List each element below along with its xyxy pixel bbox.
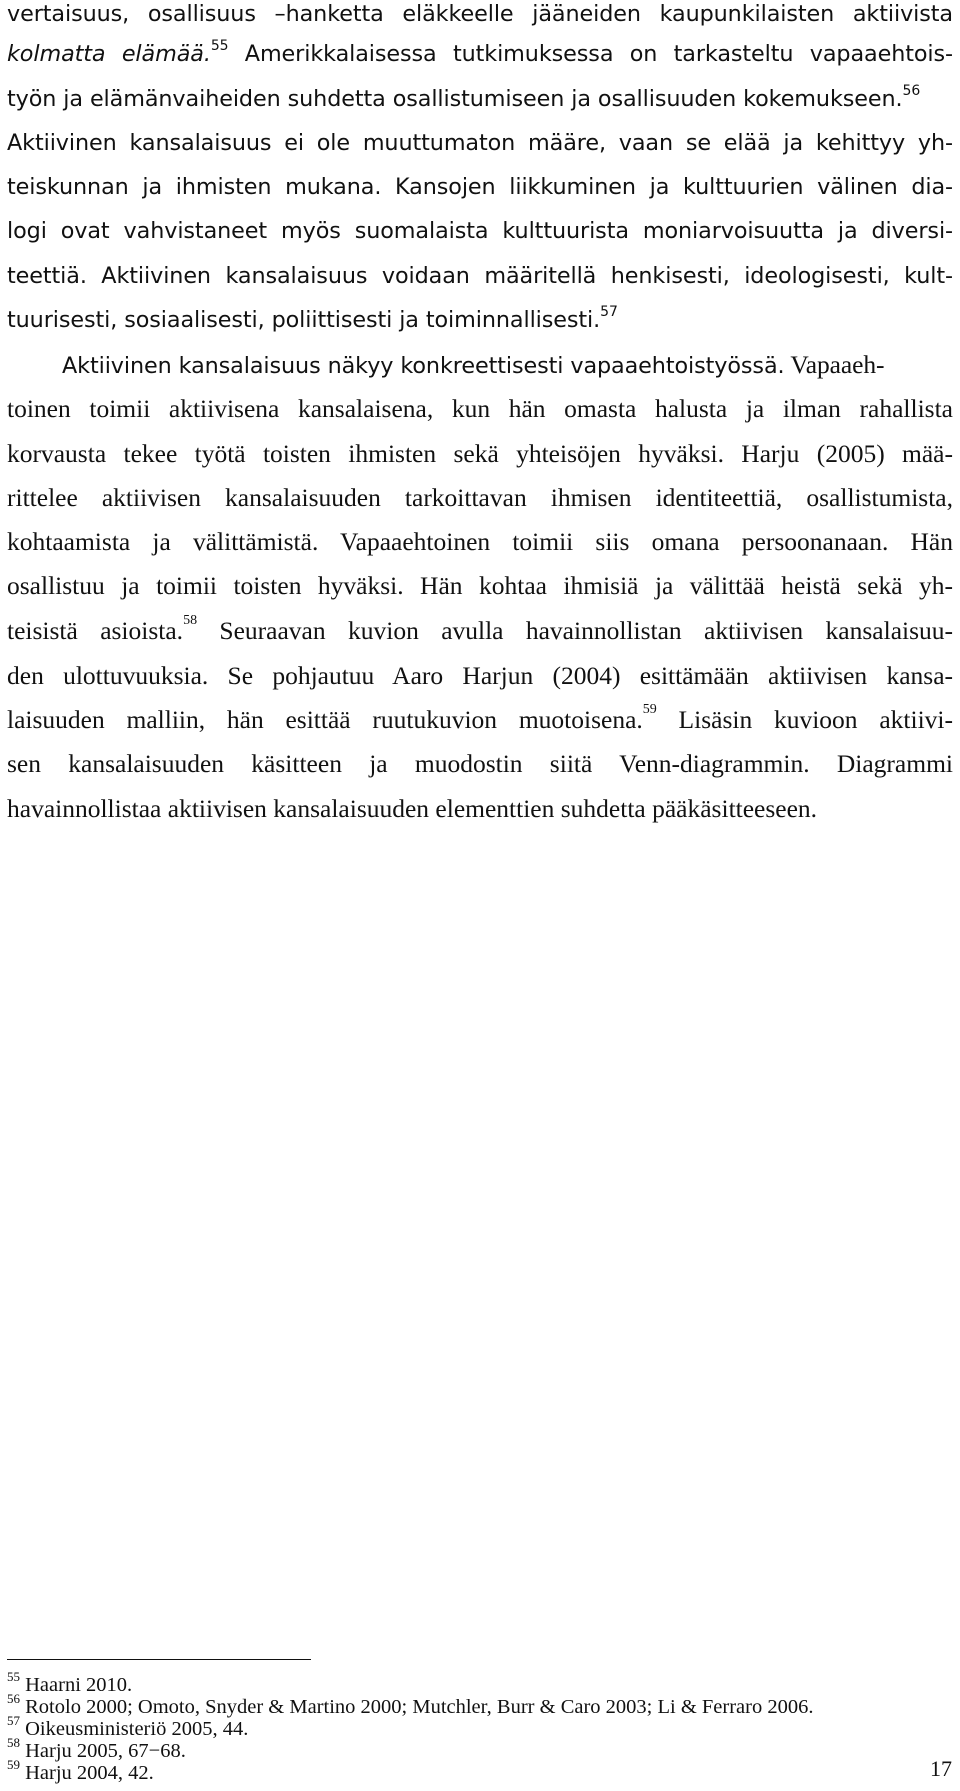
text-run: toinen toimii aktiivisena kansalaisena, kun hän omasta halusta ja ilman rahallista bbox=[7, 394, 953, 423]
page-number: 17 bbox=[930, 1756, 952, 1781]
text-run: sen kansalaisuuden käsitteen ja muodostin siitä Venn-diagrammin. Diagrammi bbox=[7, 749, 953, 778]
footnote-separator bbox=[7, 1659, 311, 1660]
text-run: kolmatta elämää. bbox=[7, 41, 211, 67]
text-run: Vapaaeh- bbox=[784, 350, 885, 379]
footnote-text: Harju 2005, 67−68. bbox=[25, 1740, 186, 1762]
footnote-ref[interactable]: 56 bbox=[902, 83, 921, 99]
footnote-text: Oikeusministeriö 2005, 44. bbox=[25, 1718, 249, 1740]
text-run: teiskunnan ja ihmisten mukana. Kansojen liikkuminen ja kulttuurien välinen dia- bbox=[7, 174, 953, 200]
text-run: den ulottuvuuksia. Se pohjautuu Aaro Harjun (2004) esittämään aktiivisen kansa- bbox=[7, 661, 953, 690]
footnote-number: 59 bbox=[7, 1757, 20, 1772]
text-run: Aktiivinen kansalaisuus ei ole muuttumaton määre, vaan se elää ja kehittyy yh- bbox=[7, 130, 953, 156]
footnote bbox=[7, 1735, 186, 1762]
footnote-number: 56 bbox=[7, 1691, 20, 1706]
footnote-number: 58 bbox=[7, 1735, 20, 1750]
text-run: Amerikkalaisessa tutkimuksessa on tarkasteltu vapaaehtois- bbox=[228, 41, 953, 67]
text-run: vertaisuus, osallisuus –hanketta eläkkeelle jääneiden kaupunkilaisten aktiivista bbox=[7, 1, 953, 27]
text-run: teettiä. Aktiivinen kansalaisuus voidaan määritellä henkisesti, ideologisesti, kult- bbox=[7, 263, 953, 289]
body-line bbox=[7, 796, 817, 822]
body-line bbox=[7, 38, 953, 67]
body-line bbox=[7, 176, 953, 198]
footnote-ref[interactable]: 58 bbox=[183, 613, 198, 628]
footnote-text: Rotolo 2000; Omoto, Snyder & Martino 2000; Mutchler, Burr & Caro 2003; Li & Ferraro 2006. bbox=[25, 1696, 814, 1718]
text-run: teisistä asioista. bbox=[7, 616, 184, 645]
footnote-number: 55 bbox=[7, 1669, 20, 1684]
text-run: korvausta tekee työtä toisten ihmisten sekä yhteisöjen hyväksi. Harju (2005) mää- bbox=[7, 439, 953, 468]
body-line bbox=[7, 613, 954, 645]
body-line bbox=[7, 220, 953, 242]
text-run: rittelee aktiivisen kansalaisuuden tarkoittavan ihmisen identiteettiä, osallistumista, bbox=[7, 483, 953, 512]
text-run: tuurisesti, sosiaalisesti, poliittisesti ja toiminnallisesti. bbox=[7, 307, 601, 333]
text-run: kohtaamista ja välittämistä. Vapaaehtoinen toimii siis omana persoonanaan. Hän bbox=[7, 527, 953, 556]
footnote-text: Haarni 2010. bbox=[25, 1674, 133, 1696]
body-line bbox=[7, 529, 953, 555]
footnote-text: Harju 2004, 42. bbox=[25, 1762, 154, 1784]
body-line bbox=[7, 485, 953, 511]
body-line bbox=[7, 751, 953, 777]
footnote bbox=[7, 1669, 133, 1696]
body-line bbox=[7, 396, 953, 422]
text-run: työn ja elämänvaiheiden suhdetta osallistumiseen ja osallisuuden kokemukseen. bbox=[7, 86, 903, 112]
body-line bbox=[7, 304, 618, 333]
body-line bbox=[7, 573, 953, 599]
text-run: laisuuden malliin, hän esittää ruutukuvion muotoisena. bbox=[7, 705, 643, 734]
body-line bbox=[7, 663, 953, 689]
text-run: havainnollistaa aktiivisen kansalaisuuden elementtien suhdetta pääkäsitteeseen. bbox=[7, 794, 818, 823]
body-line bbox=[7, 132, 953, 154]
text-run: logi ovat vahvistaneet myös suomalaista kulttuurista moniarvoisuutta ja diversi- bbox=[7, 218, 953, 244]
footnote bbox=[7, 1713, 249, 1740]
text-run: Seuraavan kuvion avulla havainnollistan aktiivisen kansalaisuu- bbox=[197, 616, 954, 645]
body-line bbox=[7, 702, 953, 734]
footnote bbox=[7, 1757, 154, 1784]
body-line bbox=[7, 3, 953, 25]
body-line bbox=[7, 441, 953, 467]
body-line bbox=[7, 83, 921, 112]
text-run: osallistuu ja toimii toisten hyväksi. Hän kohtaa ihmisiä ja välittää heistä sekä yh- bbox=[7, 571, 953, 600]
footnote bbox=[7, 1691, 814, 1718]
body-line bbox=[62, 352, 953, 378]
footnote-number: 57 bbox=[7, 1713, 20, 1728]
footnote-ref[interactable]: 55 bbox=[210, 38, 229, 54]
text-run: Aktiivinen kansalaisuus näkyy konkreettisesti vapaaehtoistyössä. bbox=[62, 353, 785, 379]
footnote-ref[interactable]: 59 bbox=[642, 702, 657, 717]
footnote-ref[interactable]: 57 bbox=[600, 304, 618, 320]
body-line bbox=[7, 265, 953, 287]
text-run: Lisäsin kuvioon aktiivi- bbox=[656, 705, 953, 734]
